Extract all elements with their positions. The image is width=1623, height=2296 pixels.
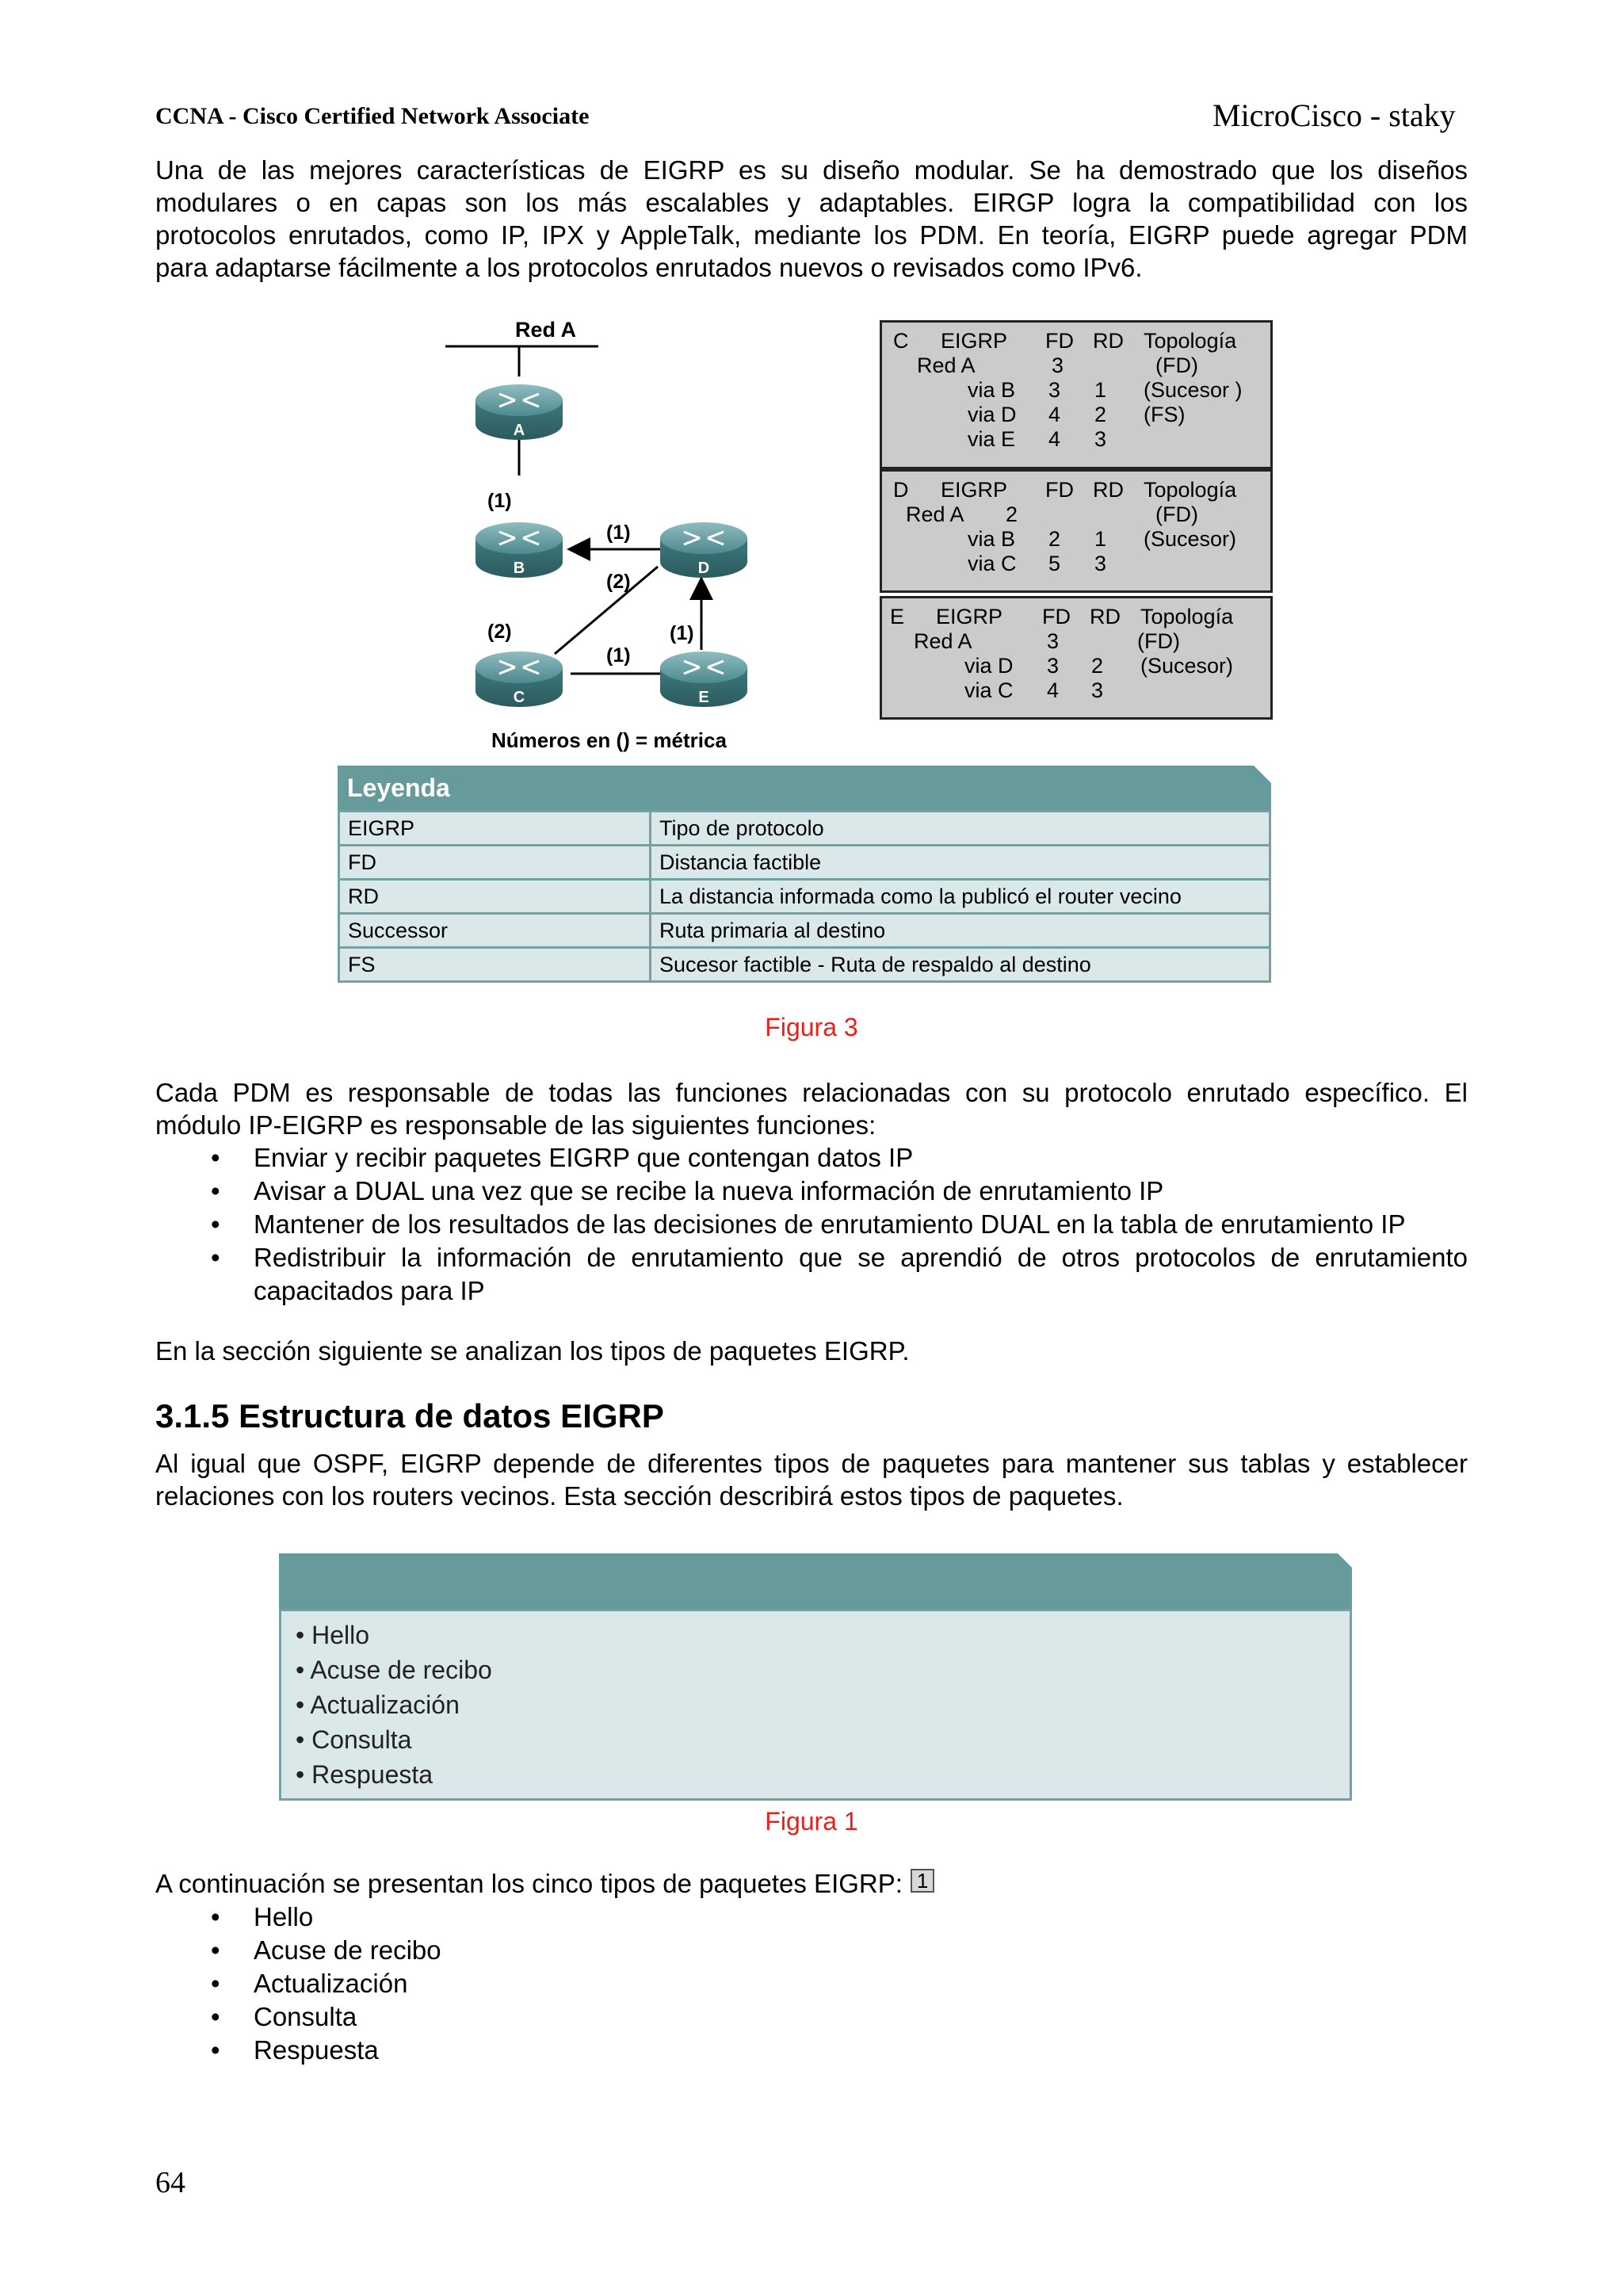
list-item: • Enviar y recibir paquetes EIGRP que contengan datos IP bbox=[155, 1141, 1468, 1175]
intro-text: A continuación se presentan los cinco tipos de paquetes EIGRP: bbox=[155, 1869, 903, 1898]
table-row: FD Distancia factible bbox=[339, 846, 1270, 880]
list-item: • Consulta bbox=[296, 1725, 412, 1754]
metric-label: (1) bbox=[487, 490, 512, 512]
metric-footnote: Números en () = métrica bbox=[491, 728, 727, 752]
legend-table bbox=[338, 766, 1271, 983]
intro-paragraph bbox=[155, 154, 1468, 284]
eigrp-topology-diagram bbox=[428, 313, 808, 757]
router-b-icon bbox=[475, 522, 563, 578]
list-item: • Consulta bbox=[155, 2000, 1468, 2034]
metric-label: (1) bbox=[606, 521, 631, 544]
router-label: D bbox=[697, 560, 710, 577]
router-a-icon bbox=[475, 384, 563, 440]
text-line: Cada PDM es responsable de todas las funciones relacionadas con su protocolo enrutado específico. El bbox=[155, 1078, 1468, 1107]
table-row: Red A 2 (FD) bbox=[906, 502, 1198, 526]
list-item: • Actualización bbox=[155, 1967, 1468, 2000]
list-item: • Acuse de recibo bbox=[155, 1934, 1468, 1967]
header-author: MicroCisco - staky bbox=[1212, 97, 1456, 133]
table-row: via E 4 3 bbox=[968, 427, 1107, 451]
table-row: Successor Ruta primaria al destino bbox=[339, 914, 1270, 948]
text-line: protocolos enrutados, como IP, IPX y AppleTalk, mediante los PDM. En teoría, EIGRP puede agregar PDM bbox=[155, 220, 1468, 250]
figure-3-caption: Figura 3 bbox=[765, 1013, 858, 1041]
list-item: • Actualización bbox=[296, 1690, 460, 1719]
list-item: • Acuse de recibo bbox=[296, 1656, 492, 1684]
router-c-icon bbox=[475, 651, 563, 707]
table-row: via D 4 2 (FS) bbox=[968, 403, 1186, 426]
router-label: B bbox=[513, 560, 525, 577]
table-row: Red A 3 (FD) bbox=[917, 353, 1198, 377]
table-row: via D 3 2 (Sucesor) bbox=[964, 654, 1234, 678]
header-title: CCNA - Cisco Certified Network Associate bbox=[155, 103, 590, 129]
table-row: via B 3 1 (Sucesor ) bbox=[968, 378, 1243, 402]
router-e-icon bbox=[660, 651, 747, 707]
table-row: via C 5 3 bbox=[968, 552, 1107, 575]
table-row: D EIGRP FD RD Topología bbox=[893, 478, 1237, 502]
table-row: RD La distancia informada como la publicó el router vecino bbox=[339, 880, 1270, 914]
table-row: Red A 3 (FD) bbox=[914, 629, 1180, 653]
figure-reference-button[interactable]: 1 bbox=[911, 1869, 934, 1893]
network-label: Red A bbox=[515, 318, 577, 342]
router-label: E bbox=[698, 689, 709, 706]
text-line: módulo IP-EIGRP es responsable de las siguientes funciones: bbox=[155, 1110, 876, 1140]
pdm-functions-list bbox=[155, 1141, 1468, 1308]
router-d-icon bbox=[660, 522, 747, 578]
metric-label: (2) bbox=[487, 621, 512, 643]
figure-header-bar bbox=[279, 1553, 1352, 1609]
next-section-note: En la sección siguiente se analizan los tipos de paquetes EIGRP. bbox=[155, 1336, 910, 1366]
topology-table-c bbox=[880, 320, 1273, 469]
five-types-intro bbox=[155, 1867, 1468, 1900]
table-row: EIGRP Tipo de protocolo bbox=[339, 812, 1270, 846]
section-paragraph bbox=[155, 1447, 1468, 1512]
legend-title: Leyenda bbox=[338, 766, 1271, 810]
topology-table-e bbox=[880, 596, 1273, 720]
section-heading: 3.1.5 Estructura de datos EIGRP bbox=[155, 1397, 664, 1435]
list-item: • Hello bbox=[296, 1621, 370, 1649]
text-line: relaciones con los routers vecinos. Esta sección describirá estos tipos de paquetes. bbox=[155, 1481, 1124, 1511]
metric-label: (1) bbox=[606, 644, 631, 667]
list-item: • Respuesta bbox=[155, 2034, 1468, 2067]
table-row: E EIGRP FD RD Topología bbox=[890, 605, 1234, 628]
topology-table-d bbox=[880, 469, 1273, 593]
packet-types-list bbox=[155, 1901, 1468, 2067]
pdm-paragraph bbox=[155, 1076, 1468, 1141]
list-item: • Respuesta bbox=[296, 1760, 433, 1789]
router-label: C bbox=[513, 689, 525, 706]
metric-label: (2) bbox=[606, 571, 631, 593]
text-line: para adaptarse fácilmente a los protocolos enrutados nuevos o revisados como IPv6. bbox=[155, 253, 1143, 282]
text-line: Al igual que OSPF, EIGRP depende de diferentes tipos de paquetes para mantener sus tablas y establecer bbox=[155, 1449, 1468, 1478]
metric-label: (1) bbox=[670, 622, 694, 644]
list-item: • Hello bbox=[155, 1901, 1468, 1934]
table-row: C EIGRP FD RD Topología bbox=[893, 329, 1237, 353]
list-item: • Mantener de los resultados de las decisiones de enrutamiento DUAL en la tabla de enrutamiento IP bbox=[155, 1208, 1468, 1241]
figure-1-caption: Figura 1 bbox=[765, 1807, 858, 1836]
table-row: FS Sucesor factible - Ruta de respaldo al destino bbox=[339, 948, 1270, 982]
list-item: • Redistribuir la información de enrutamiento que se aprendió de otros protocolos de enrutamiento capacitados para IP bbox=[155, 1241, 1468, 1308]
text-line: modulares o en capas son los más escalables y adaptables. EIRGP logra la compatibilidad con los bbox=[155, 188, 1468, 217]
router-label: A bbox=[513, 422, 525, 439]
text-line: Una de las mejores características de EIGRP es su diseño modular. Se ha demostrado que los diseños bbox=[155, 155, 1468, 185]
list-item: • Avisar a DUAL una vez que se recibe la nueva información de enrutamiento IP bbox=[155, 1175, 1468, 1208]
page-number: 64 bbox=[155, 2166, 185, 2199]
table-row: via C 4 3 bbox=[964, 678, 1104, 702]
packet-types-figure bbox=[279, 1553, 1352, 1801]
table-row: via B 2 1 (Sucesor) bbox=[968, 527, 1237, 551]
